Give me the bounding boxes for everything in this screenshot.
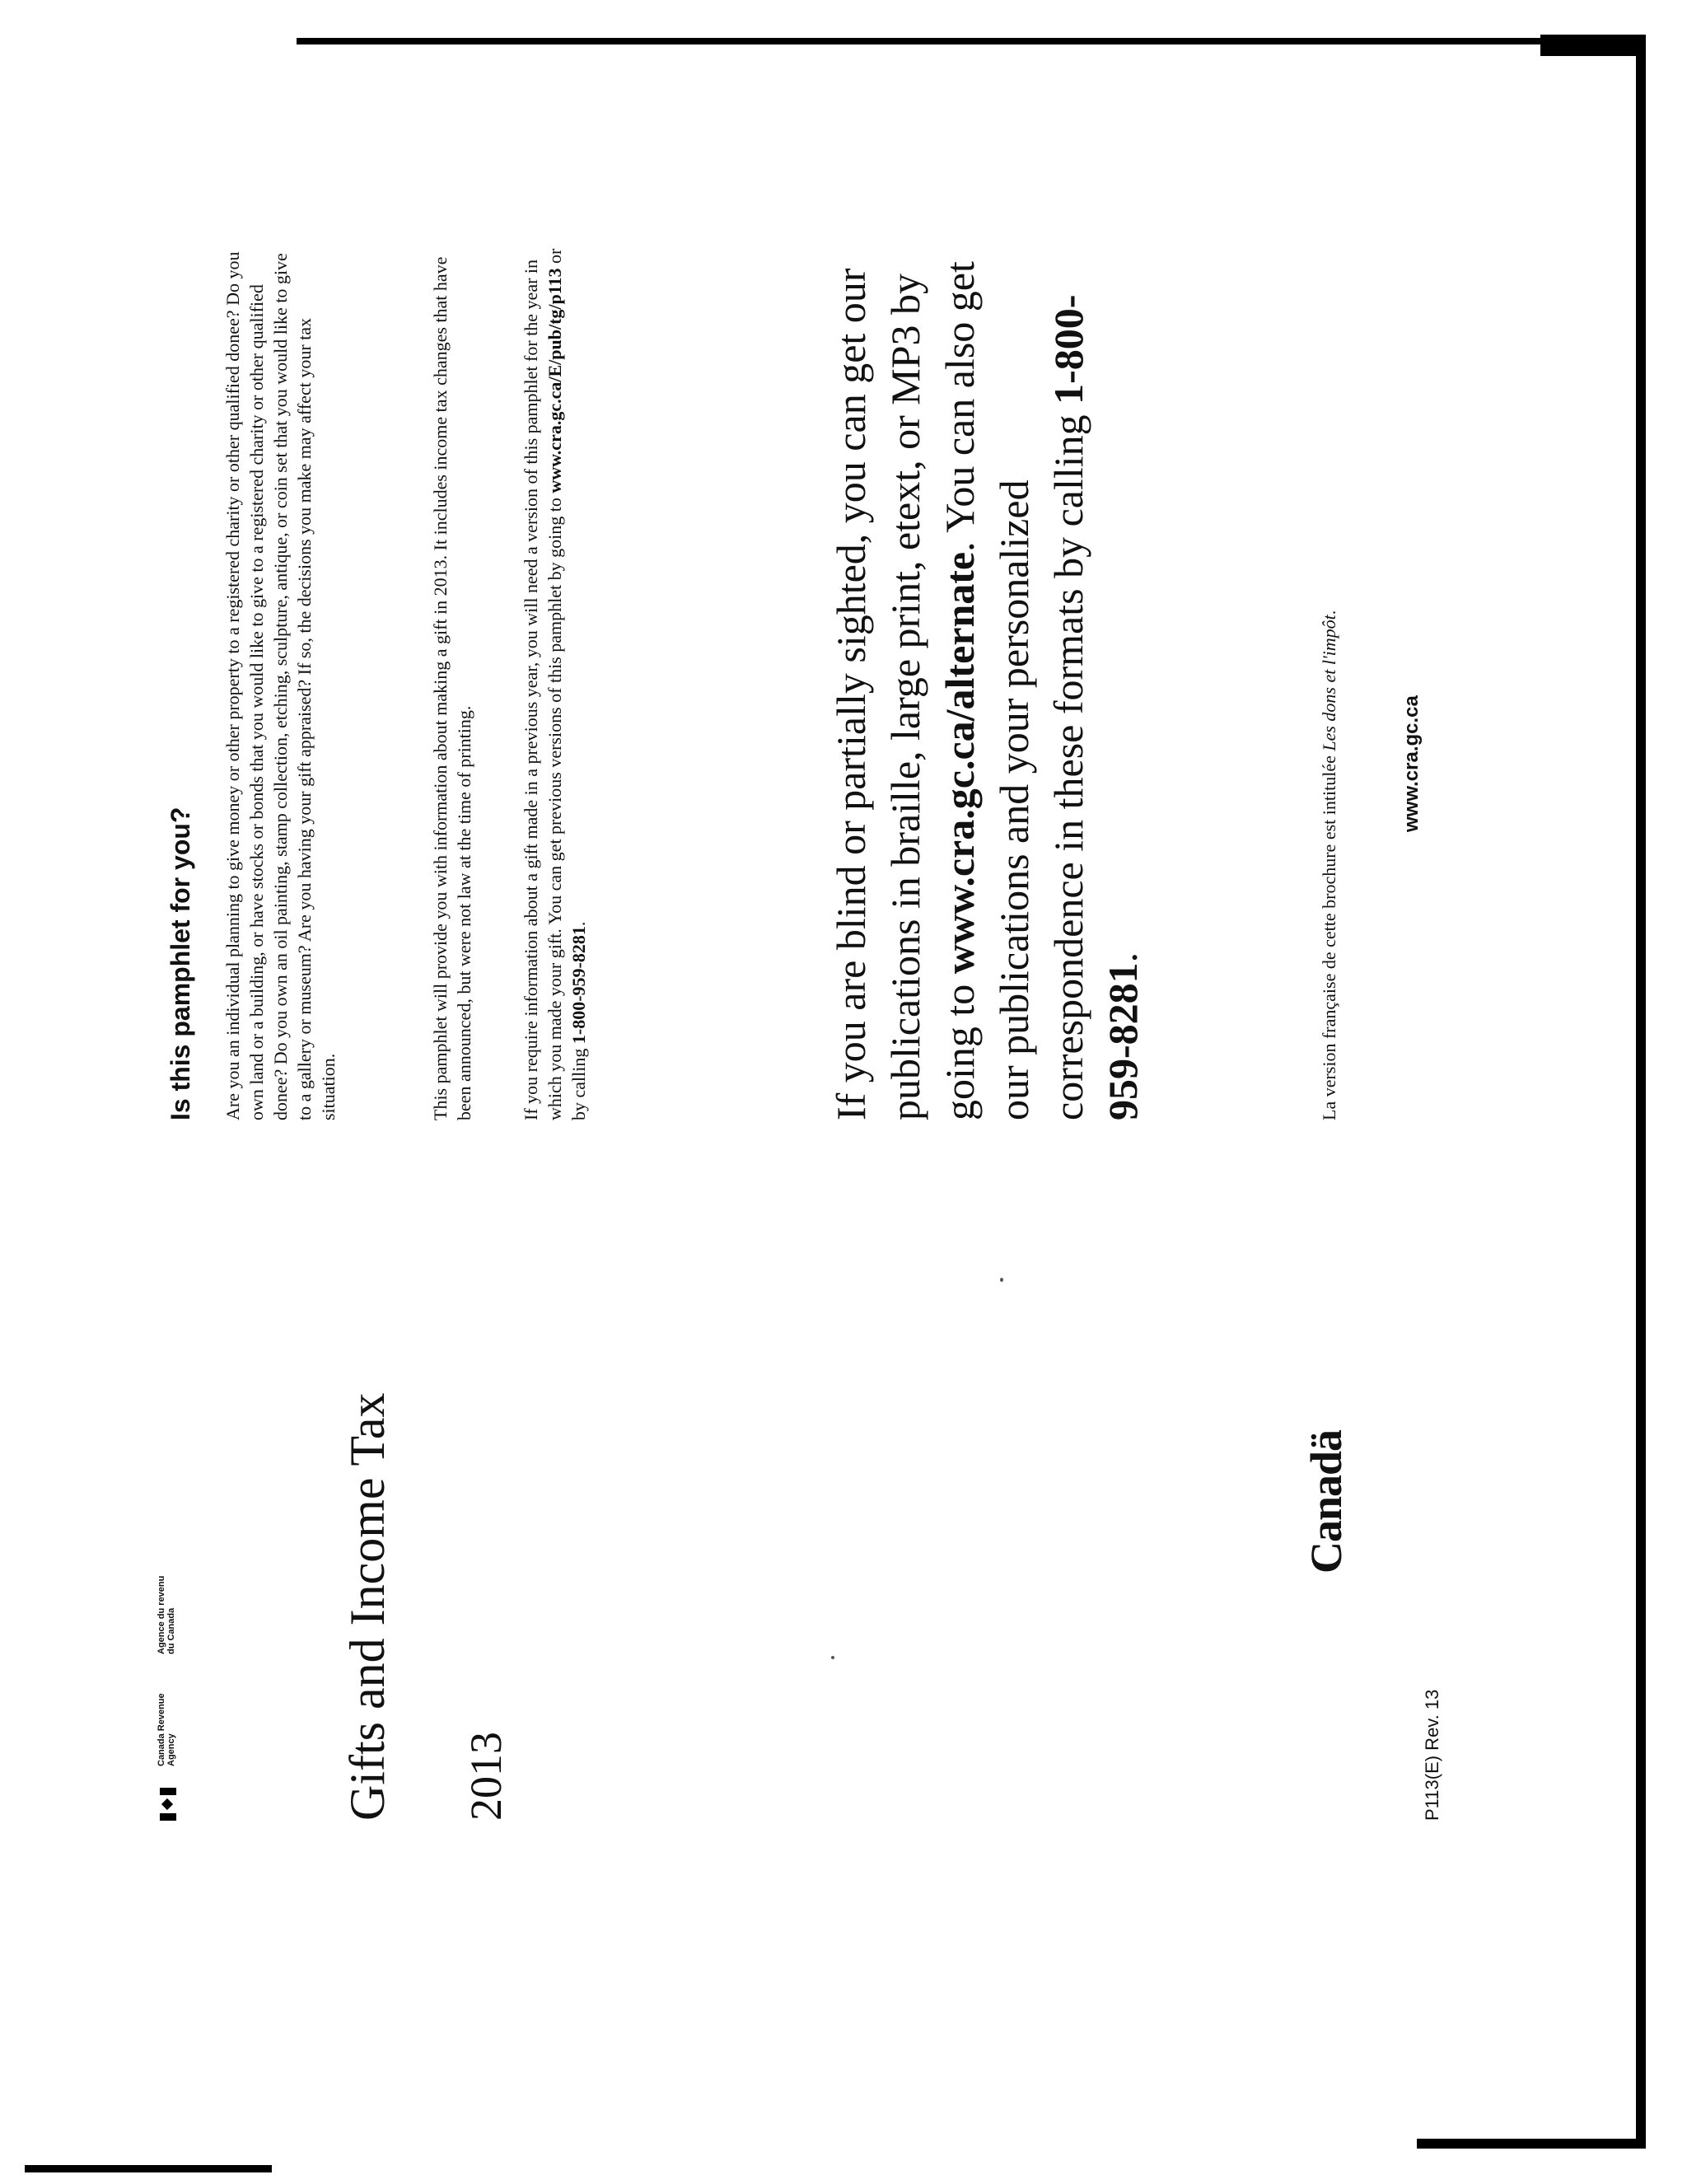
scan-border-right bbox=[1636, 48, 1646, 2140]
scan-border-top-thick bbox=[1540, 35, 1646, 56]
form-number: P113(E) Rev. 13 bbox=[1422, 1689, 1442, 1821]
cover-panel bbox=[99, 1228, 1615, 2134]
canada-flag-icon bbox=[160, 1788, 176, 1821]
french-version-note bbox=[1318, 214, 1341, 1120]
scan-border-bottom-right bbox=[1417, 2139, 1646, 2149]
document-year: 2013 bbox=[461, 1732, 511, 1821]
scan-border-bottom-left bbox=[25, 2165, 272, 2172]
notice-text: If you are blind or partially sighted, you can get our publications in braille, large print, etext, or MP3 by going to bbox=[828, 268, 983, 1120]
section-heading: Is this pamphlet for you? bbox=[166, 807, 195, 1120]
agency-signature bbox=[157, 1564, 189, 1821]
pamphlet-page bbox=[99, 99, 1615, 2134]
alternate-formats-notice bbox=[824, 247, 1150, 1120]
previous-versions-link[interactable]: www.cra.gc.ca/E/pub/tg/p113 bbox=[544, 268, 565, 493]
scan-border-top bbox=[297, 38, 1549, 44]
alternate-formats-link[interactable]: www.cra.gc.ca/alternate bbox=[937, 551, 983, 975]
intro-paragraph-2: This pamphlet will provide you with information about making a gift in 2013. It includes income tax changes that have been announced, but were not law at the time of printing. bbox=[430, 256, 474, 1120]
notice-text: . You can also get our publications and your personalized correspondence in these formats by calling bbox=[937, 261, 1091, 1120]
phone-number: 1-800-959-8281 bbox=[568, 926, 589, 1045]
paragraph-text: or by calling bbox=[544, 248, 589, 1120]
canada-wordmark-logo: Canadä bbox=[1301, 1429, 1351, 1574]
agency-name-english: Canada Revenue Agency bbox=[157, 1693, 176, 1766]
notice-text: . bbox=[1100, 952, 1146, 963]
website-link[interactable]: www.cra.gc.ca bbox=[1400, 695, 1423, 832]
note-text: . bbox=[1319, 610, 1339, 615]
agency-name-french: Agence du revenu du Canada bbox=[157, 1575, 176, 1654]
intro-paragraph-1: Are you an individual planning to give money or other property to a registered charity or other qualified donee? Do you own land or a building, or have stocks or bonds that you would like to give to a registered charity or other qualified donee? Do you own an oil painting, stamp collection, etching, sculpture, antique, or coin set that you would like to give to a gallery or museum? Are you having your gift appraised? If so, the decisions you make may affect your tax situation. bbox=[222, 251, 339, 1120]
paragraph-text: . bbox=[568, 921, 589, 927]
french-title: Les dons et l'impôt bbox=[1319, 615, 1339, 751]
intro-paragraph-3 bbox=[519, 247, 591, 1120]
note-text: La version française de cette brochure est intitulée bbox=[1319, 751, 1339, 1120]
paragraph-text: If you require information about a gift made in a previous year, you will need a version of this pamphlet for the year in which you made your gift. You can get previous versions of this pamphlet by going to bbox=[521, 259, 565, 1120]
info-panel bbox=[99, 99, 1615, 1574]
alternate-phone-number: 1-800-959-8281 bbox=[1045, 294, 1146, 1120]
document-title: Gifts and Income Tax bbox=[340, 1392, 395, 1821]
